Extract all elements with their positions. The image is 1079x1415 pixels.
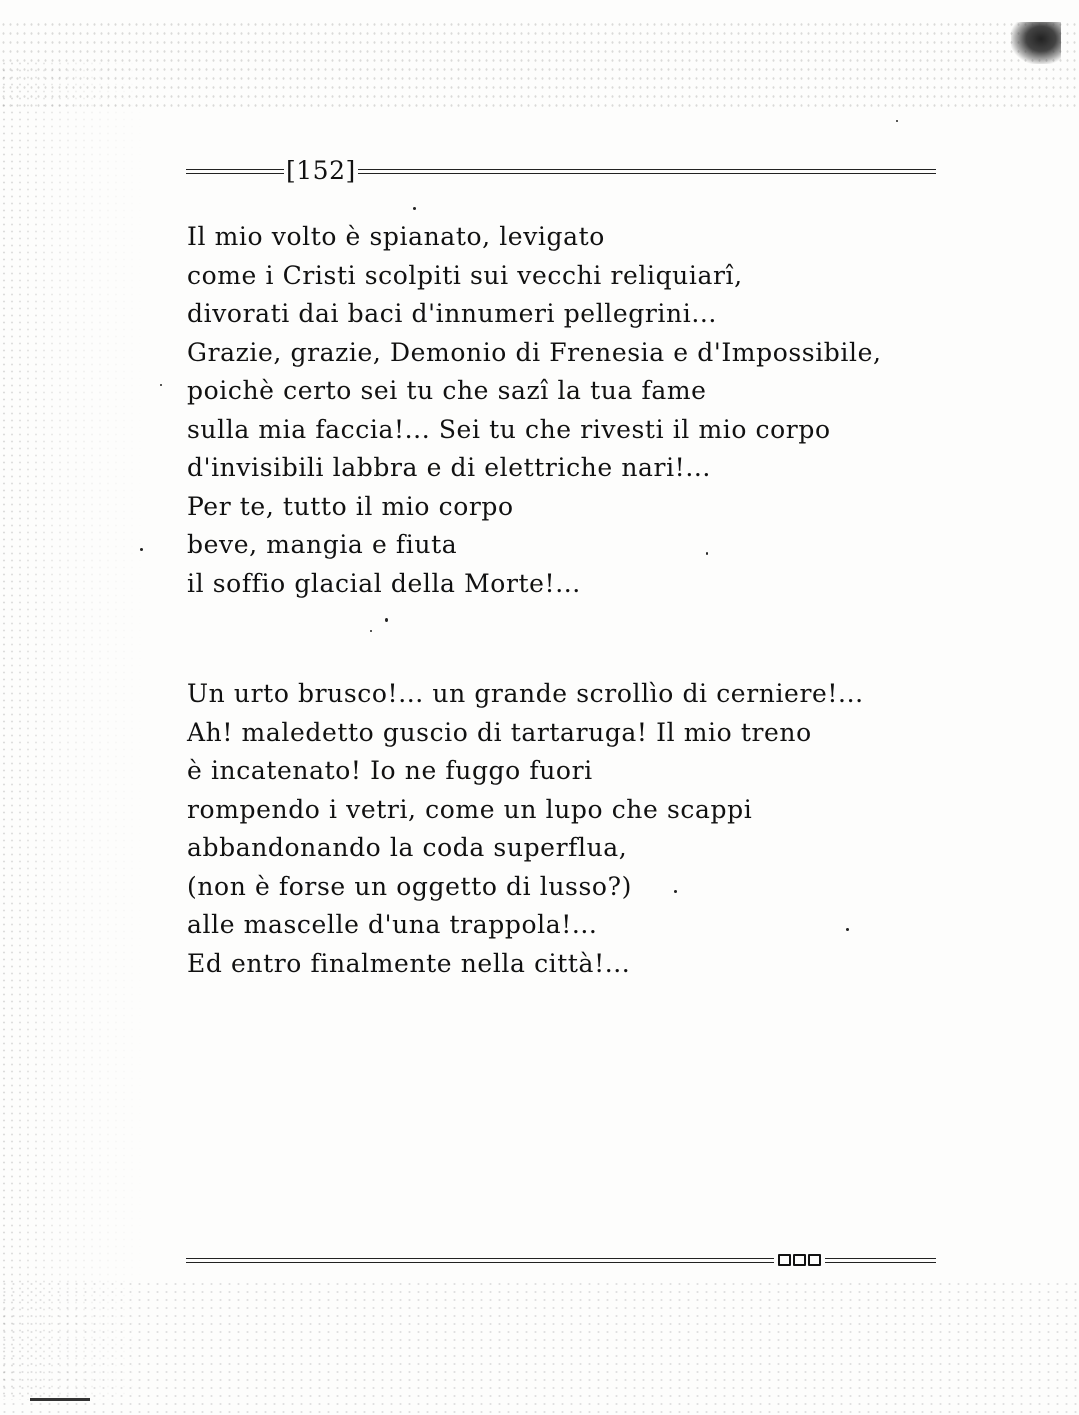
header-rule-right	[358, 169, 936, 174]
poem-line: poichè certo sei tu che sazî la tua fame	[187, 376, 707, 405]
page-header-rule	[186, 155, 936, 187]
corner-ink-blot	[1011, 22, 1061, 64]
poem-line: Per te, tutto il mio corpo	[187, 491, 514, 521]
poem-line: Grazie, grazie, Demonio di Frenesia e d'Impossibile,	[187, 337, 882, 367]
footer-ornament	[774, 1254, 825, 1266]
poem-stanza	[187, 218, 882, 603]
poem-line: divorati dai baci d'innumeri pellegrini...	[187, 299, 717, 328]
stray-speck	[413, 207, 416, 210]
poem-line: rompendo i vetri, come un lupo che scappi	[187, 794, 753, 824]
poem-line: abbandonando la coda superflua,	[187, 833, 628, 862]
poem-line: sulla mia faccia!... Sei tu che rivesti il mio corpo	[187, 414, 831, 444]
scan-noise-bottom	[0, 1280, 1079, 1415]
poem-line: il soffio glacial della Morte!...	[187, 568, 581, 598]
poem-line: Il mio volto è spianato, levigato	[187, 222, 605, 251]
header-rule-left	[186, 169, 284, 174]
scan-edge-mark	[30, 1398, 90, 1401]
scan-noise-left	[0, 60, 150, 1400]
stray-speck	[140, 548, 143, 551]
page-footer-rule	[186, 1250, 936, 1270]
poem-line: alle mascelle d'una trappola!...	[187, 910, 598, 939]
stray-speck	[160, 384, 162, 386]
poem-stanza	[187, 675, 864, 983]
poem-line: d'invisibili labbra e di elettriche nari!...	[187, 453, 711, 482]
poem-line: come i Cristi scolpiti sui vecchi reliquiarî,	[187, 260, 743, 290]
poem-line: Ah! maledetto guscio di tartaruga! Il mio treno	[187, 717, 812, 747]
poem-line: (non è forse un oggetto di lusso?)	[187, 871, 632, 901]
scan-noise-top	[0, 20, 1079, 110]
stray-speck	[370, 630, 372, 632]
footer-rule-left	[186, 1258, 774, 1263]
poem-line: Ed entro finalmente nella città!...	[187, 948, 631, 978]
stray-speck	[385, 618, 388, 622]
square-ornament-icon	[793, 1254, 806, 1266]
poem-line: beve, mangia e fiuta	[187, 530, 458, 559]
page-number: [152]	[286, 156, 356, 185]
square-ornament-icon	[808, 1254, 821, 1266]
poem-line: Un urto brusco!... un grande scrollìo di cerniere!...	[187, 679, 864, 708]
square-ornament-icon	[778, 1254, 791, 1266]
poem-line: è incatenato! Io ne fuggo fuori	[187, 756, 593, 785]
stray-speck	[896, 120, 898, 122]
footer-rule-right	[825, 1258, 936, 1263]
